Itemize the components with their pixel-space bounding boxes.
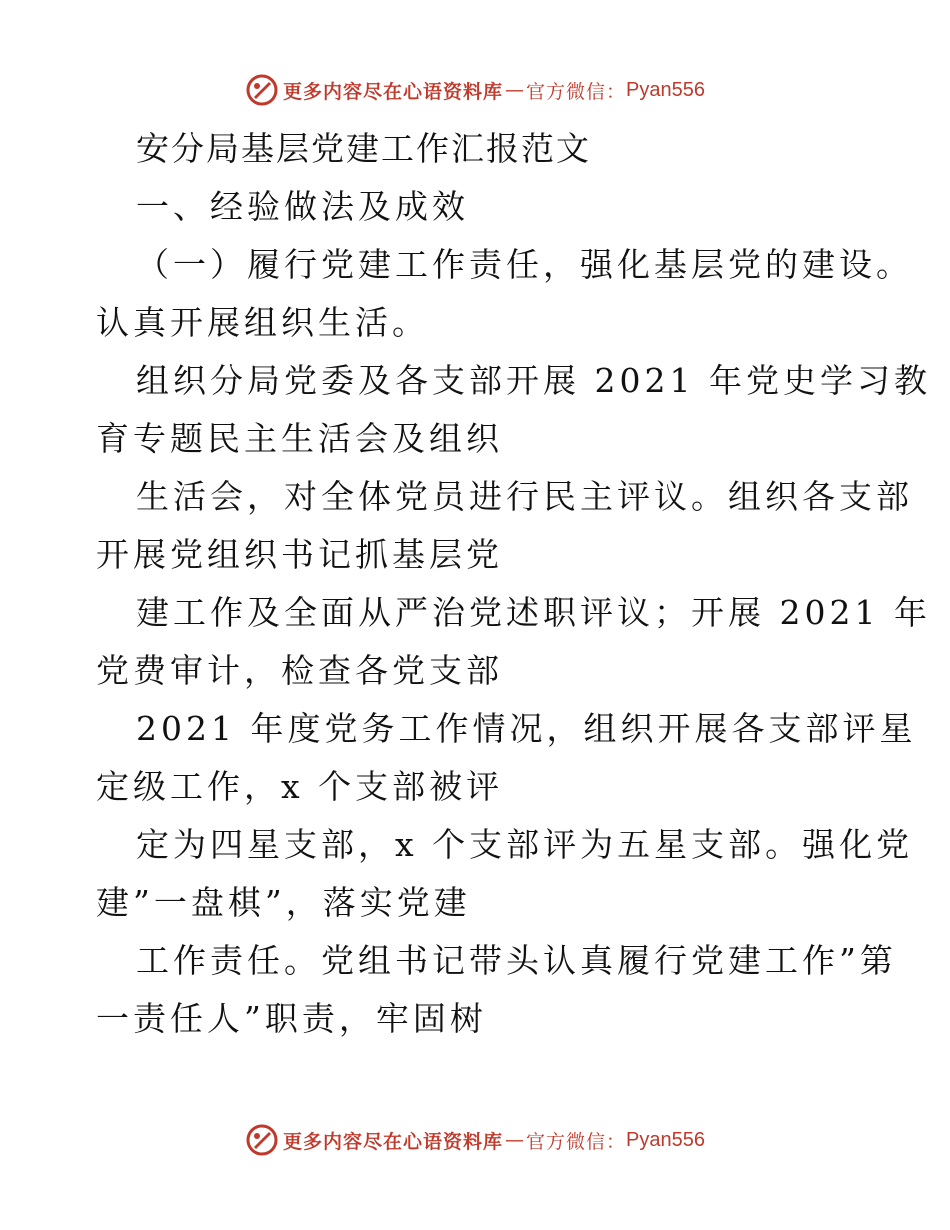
header-banner <box>0 70 950 110</box>
paragraph-line: 党费审计，检查各党支部 <box>96 651 503 690</box>
banner-main-text: 更多内容尽在心语资料库 <box>283 1130 504 1153</box>
logo-icon <box>245 1123 279 1157</box>
paragraph-line: 组织分局党委及各支部开展 2021 年党史学习教 <box>136 361 931 400</box>
footer-banner <box>0 1120 950 1160</box>
logo-icon <box>245 73 279 107</box>
banner-separator: — <box>505 79 525 101</box>
subsection-heading: （一）履行党建工作责任，强化基层党的建设。 <box>136 245 913 284</box>
paragraph-line: 定为四星支部，x 个支部评为五星支部。强化党 <box>136 825 914 864</box>
banner-wechat-id: Pyan556 <box>626 1128 705 1151</box>
banner-wechat-id: Pyan556 <box>626 78 705 101</box>
paragraph-line: 建”一盘棋”，落实党建 <box>96 883 471 922</box>
banner-label: 官方微信： <box>526 1130 627 1153</box>
banner-main-text: 更多内容尽在心语资料库 <box>283 80 504 103</box>
paragraph-line: 生活会，对全体党员进行民主评议。组织各支部 <box>136 477 913 516</box>
section-heading: 一、经验做法及成效 <box>136 187 469 226</box>
paragraph-line: 工作责任。党组书记带头认真履行党建工作”第 <box>136 941 897 980</box>
paragraph-line: 开展党组织书记抓基层党 <box>96 535 503 574</box>
paragraph-line: 2021 年度党务工作情况，组织开展各支部评星 <box>136 709 917 748</box>
banner-separator: — <box>505 1129 525 1151</box>
paragraph-line: 建工作及全面从严治党述职评议；开展 2021 年 <box>136 593 931 632</box>
banner-label: 官方微信： <box>526 80 627 103</box>
paragraph-line: 育专题民主生活会及组织 <box>96 419 503 458</box>
document-body <box>96 120 931 1048</box>
paragraph-line: 定级工作，x 个支部被评 <box>96 767 504 806</box>
paragraph-line: 一责任人”职责，牢固树 <box>96 999 487 1038</box>
paragraph-line: 认真开展组织生活。 <box>96 303 429 342</box>
document-title: 安分局基层党建工作汇报范文 <box>136 129 591 168</box>
